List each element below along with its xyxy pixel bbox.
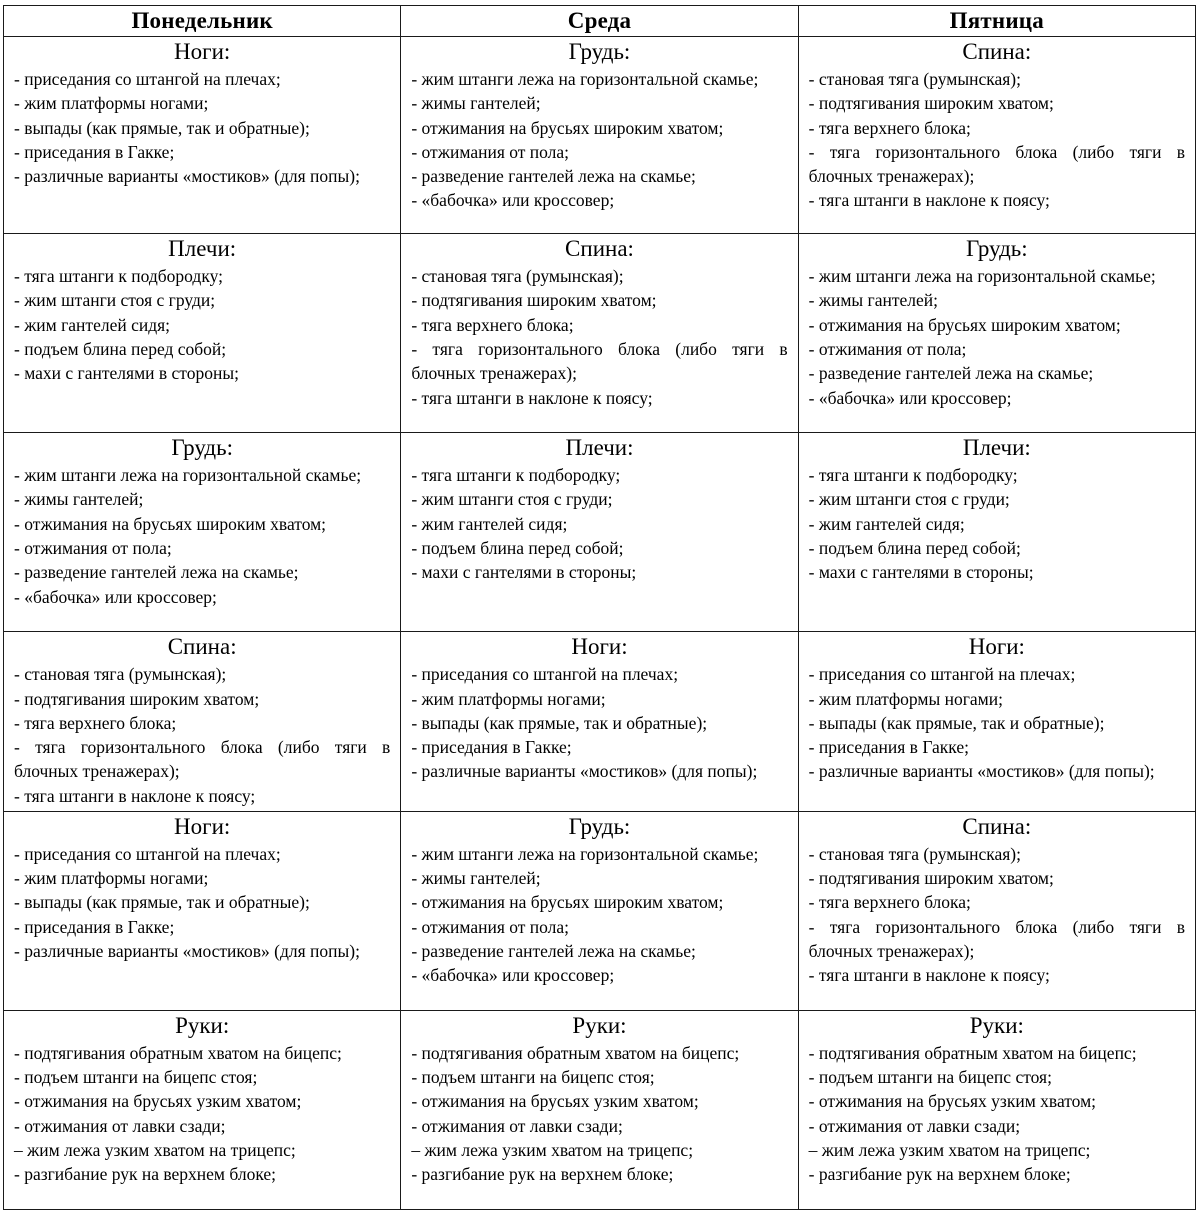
cell-friday-arms: [798, 1010, 1195, 1209]
exercise-item: - подтягивания широким хватом;: [14, 688, 260, 709]
exercise-item: – жим лежа узким хватом на трицепс;: [14, 1140, 296, 1161]
muscle-group-title: Плечи:: [168, 236, 237, 262]
exercise-item: - жим платформы ногами;: [14, 868, 209, 889]
schedule-row: [4, 632, 1196, 812]
exercise-item: - становая тяга (румынская);: [808, 843, 1021, 864]
exercise-item: - отжимания на брусьях широким хватом;: [808, 314, 1121, 335]
exercise-item: - «бабочка» или кроссовер;: [808, 387, 1012, 408]
exercise-item: - разведение гантелей лежа на скамье;: [411, 940, 696, 961]
exercise-item: - тяга верхнего блока;: [808, 892, 971, 913]
exercise-item: - махи с гантелями в стороны;: [411, 562, 637, 583]
cell-friday-back: [798, 811, 1195, 1010]
exercise-item: - жимы гантелей;: [808, 290, 938, 311]
workout-schedule-table: [3, 5, 1196, 1210]
muscle-group-title: Грудь:: [171, 435, 233, 461]
exercise-item: - подъем блина перед собой;: [14, 338, 227, 359]
exercise-item: - жим штанги стоя с груди;: [14, 290, 216, 311]
cell-friday-back: [798, 37, 1195, 234]
exercise-item: - отжимания на брусьях узким хватом;: [14, 1091, 302, 1112]
muscle-group-title: Руки:: [572, 1012, 627, 1038]
schedule-row: [4, 1010, 1196, 1209]
exercise-item: - приседания со штангой на плечах;: [14, 843, 281, 864]
exercise-item: - отжимания на брусьях узким хватом;: [411, 1091, 699, 1112]
cell-wednesday-legs: [401, 632, 798, 812]
day-header-wednesday: Среда: [401, 6, 798, 37]
cell-monday-arms: [4, 1010, 401, 1209]
exercise-item: - тяга горизонтального блока (либо тяги в блочных тренажерах);: [411, 338, 788, 384]
exercise-item: - жимы гантелей;: [411, 868, 541, 889]
cell-friday-shoulders: [798, 433, 1195, 632]
muscle-group-title: Ноги:: [571, 634, 628, 660]
exercise-item: - разведение гантелей лежа на скамье;: [14, 562, 299, 583]
cell-monday-legs: [4, 811, 401, 1010]
exercise-item: - жим платформы ногами;: [14, 93, 209, 114]
exercise-item: - становая тяга (румынская);: [808, 69, 1021, 89]
cell-monday-legs: [4, 37, 401, 234]
muscle-group-title: Плечи:: [962, 435, 1031, 461]
exercise-item: - приседания в Гакке;: [14, 916, 175, 937]
exercise-item: - «бабочка» или кроссовер;: [411, 965, 615, 986]
exercise-item: - разведение гантелей лежа на скамье;: [808, 363, 1094, 384]
exercise-item: – жим лежа узким хватом на трицепс;: [808, 1140, 1091, 1161]
exercise-item: - становая тяга (румынская);: [14, 664, 227, 685]
schedule-row: [4, 811, 1196, 1010]
cell-friday-chest: [798, 234, 1195, 433]
schedule-row: [4, 37, 1196, 234]
day-header-friday: Пятница: [798, 6, 1195, 37]
cell-wednesday-chest: [401, 811, 798, 1010]
exercise-item: - разведение гантелей лежа на скамье;: [411, 166, 696, 187]
exercise-item: - отжимания от пола;: [411, 141, 570, 162]
exercise-item: - махи с гантелями в стороны;: [14, 363, 239, 384]
exercise-item: - отжимания от лавки сзади;: [14, 1115, 226, 1136]
exercise-item: - махи с гантелями в стороны;: [808, 562, 1034, 583]
exercise-item: - приседания со штангой на плечах;: [411, 664, 679, 685]
exercise-item: - подъем штанги на бицепс стоя;: [14, 1067, 258, 1088]
exercise-item: - подтягивания широким хватом;: [411, 290, 657, 311]
exercise-item: - отжимания на брусьях широким хватом;: [14, 513, 327, 534]
exercise-item: - отжимания от пола;: [411, 916, 570, 937]
exercise-item: - отжимания на брусьях широким хватом;: [411, 117, 724, 138]
exercise-item: - разгибание рук на верхнем блоке;: [808, 1164, 1071, 1185]
exercise-item: - отжимания от лавки сзади;: [411, 1115, 623, 1136]
exercise-item: - тяга горизонтального блока (либо тяги в блочных тренажерах);: [808, 916, 1185, 961]
exercise-item: - различные варианты «мостиков» (для попы);: [14, 940, 360, 961]
exercise-item: - тяга верхнего блока;: [411, 314, 574, 335]
exercise-item: - отжимания от пола;: [14, 538, 172, 559]
exercise-item: - тяга горизонтального блока (либо тяги в блочных тренажерах);: [808, 141, 1185, 187]
exercise-item: - жимы гантелей;: [14, 489, 144, 510]
cell-friday-legs: [798, 632, 1195, 812]
exercise-item: - жим гантелей сидя;: [14, 314, 171, 335]
cell-wednesday-arms: [401, 1010, 798, 1209]
muscle-group-title: Плечи:: [565, 435, 634, 461]
exercise-item: - подтягивания обратным хватом на бицепс;: [411, 1042, 740, 1063]
exercise-item: - выпады (как прямые, так и обратные);: [14, 892, 310, 913]
exercise-item: - жимы гантелей;: [411, 93, 541, 114]
exercise-item: - жим штанги стоя с груди;: [411, 489, 613, 510]
exercise-item: - отжимания на брусьях широким хватом;: [411, 892, 724, 913]
exercise-item: - жим штанги лежа на горизонтальной скамье;: [14, 465, 362, 486]
exercise-item: - подтягивания широким хватом;: [808, 868, 1054, 889]
schedule-row: [4, 234, 1196, 433]
cell-wednesday-chest: [401, 37, 798, 234]
exercise-item: - выпады (как прямые, так и обратные);: [808, 712, 1105, 733]
exercise-item: - подтягивания обратным хватом на бицепс;: [14, 1042, 342, 1063]
exercise-item: - жим штанги лежа на горизонтальной скамье;: [411, 69, 759, 89]
exercise-item: - «бабочка» или кроссовер;: [411, 190, 615, 211]
day-header-monday: Понедельник: [4, 6, 401, 37]
exercise-item: - подъем блина перед собой;: [808, 538, 1021, 559]
exercise-item: - тяга штанги в наклоне к поясу;: [411, 387, 653, 408]
exercise-item: - приседания в Гакке;: [808, 737, 969, 758]
exercise-item: - жим гантелей сидя;: [411, 513, 568, 534]
exercise-item: - подъем блина перед собой;: [411, 538, 624, 559]
exercise-item: - различные варианты «мостиков» (для попы);: [808, 761, 1155, 782]
exercise-item: - различные варианты «мостиков» (для попы);: [411, 761, 758, 782]
exercise-item: - подтягивания обратным хватом на бицепс;: [808, 1042, 1137, 1063]
cell-monday-back: [4, 632, 401, 812]
exercise-item: - отжимания от пола;: [808, 338, 967, 359]
muscle-group-title: Спина:: [962, 39, 1032, 64]
muscle-group-title: Руки:: [969, 1012, 1024, 1038]
exercise-item: - приседания со штангой на плечах;: [14, 69, 281, 89]
exercise-item: - подтягивания широким хватом;: [808, 93, 1054, 114]
exercise-item: - тяга штанги к подбородку;: [14, 266, 223, 287]
muscle-group-title: Грудь:: [568, 813, 631, 839]
exercise-item: - «бабочка» или кроссовер;: [14, 586, 217, 607]
exercise-item: - тяга штанги к подбородку;: [411, 465, 621, 486]
exercise-item: - отжимания на брусьях узким хватом;: [808, 1091, 1097, 1112]
exercise-item: - жим штанги лежа на горизонтальной скамье;: [411, 843, 759, 864]
exercise-item: - жим штанги стоя с груди;: [808, 489, 1010, 510]
cell-monday-shoulders: [4, 234, 401, 433]
cell-wednesday-back: [401, 234, 798, 433]
exercise-item: - подъем штанги на бицепс стоя;: [411, 1067, 655, 1088]
exercise-item: – жим лежа узким хватом на трицепс;: [411, 1140, 694, 1161]
exercise-item: - тяга штанги в наклоне к поясу;: [14, 785, 256, 806]
exercise-item: - приседания в Гакке;: [411, 737, 572, 758]
muscle-group-title: Грудь:: [568, 39, 631, 64]
exercise-item: - выпады (как прямые, так и обратные);: [14, 117, 310, 138]
muscle-group-title: Ноги:: [968, 634, 1025, 660]
exercise-item: - отжимания от лавки сзади;: [808, 1115, 1021, 1136]
exercise-item: - подъем штанги на бицепс стоя;: [808, 1067, 1052, 1088]
cell-wednesday-shoulders: [401, 433, 798, 632]
exercise-item: - тяга верхнего блока;: [808, 117, 971, 138]
muscle-group-title: Ноги:: [174, 813, 231, 839]
exercise-item: - разгибание рук на верхнем блоке;: [411, 1164, 674, 1185]
schedule-body: [4, 37, 1196, 1210]
exercise-item: - становая тяга (румынская);: [411, 266, 624, 287]
exercise-item: - разгибание рук на верхнем блоке;: [14, 1164, 277, 1185]
exercise-item: - жим гантелей сидя;: [808, 513, 965, 534]
muscle-group-title: Грудь:: [965, 236, 1028, 262]
muscle-group-title: Руки:: [175, 1012, 230, 1038]
muscle-group-title: Спина:: [167, 634, 237, 660]
exercise-item: - выпады (как прямые, так и обратные);: [411, 712, 708, 733]
schedule-row: [4, 433, 1196, 632]
exercise-item: - приседания в Гакке;: [14, 141, 175, 162]
muscle-group-title: Ноги:: [174, 39, 231, 64]
exercise-item: - различные варианты «мостиков» (для попы);: [14, 166, 360, 187]
exercise-item: - тяга горизонтального блока (либо тяги в блочных тренажерах);: [14, 737, 391, 782]
exercise-item: - приседания со штангой на плечах;: [808, 664, 1076, 685]
muscle-group-title: Спина:: [565, 236, 634, 262]
exercise-item: - тяга штанги в наклоне к поясу;: [808, 190, 1050, 211]
exercise-item: - тяга штанги к подбородку;: [808, 465, 1018, 486]
exercise-item: - жим штанги лежа на горизонтальной скамье;: [808, 266, 1156, 287]
muscle-group-title: Спина:: [962, 813, 1032, 839]
header-row: [4, 6, 1196, 37]
exercise-item: - жим платформы ногами;: [411, 688, 606, 709]
exercise-item: - жим платформы ногами;: [808, 688, 1003, 709]
cell-monday-chest: [4, 433, 401, 632]
exercise-item: - тяга верхнего блока;: [14, 712, 177, 733]
exercise-item: - тяга штанги в наклоне к поясу;: [808, 965, 1050, 986]
